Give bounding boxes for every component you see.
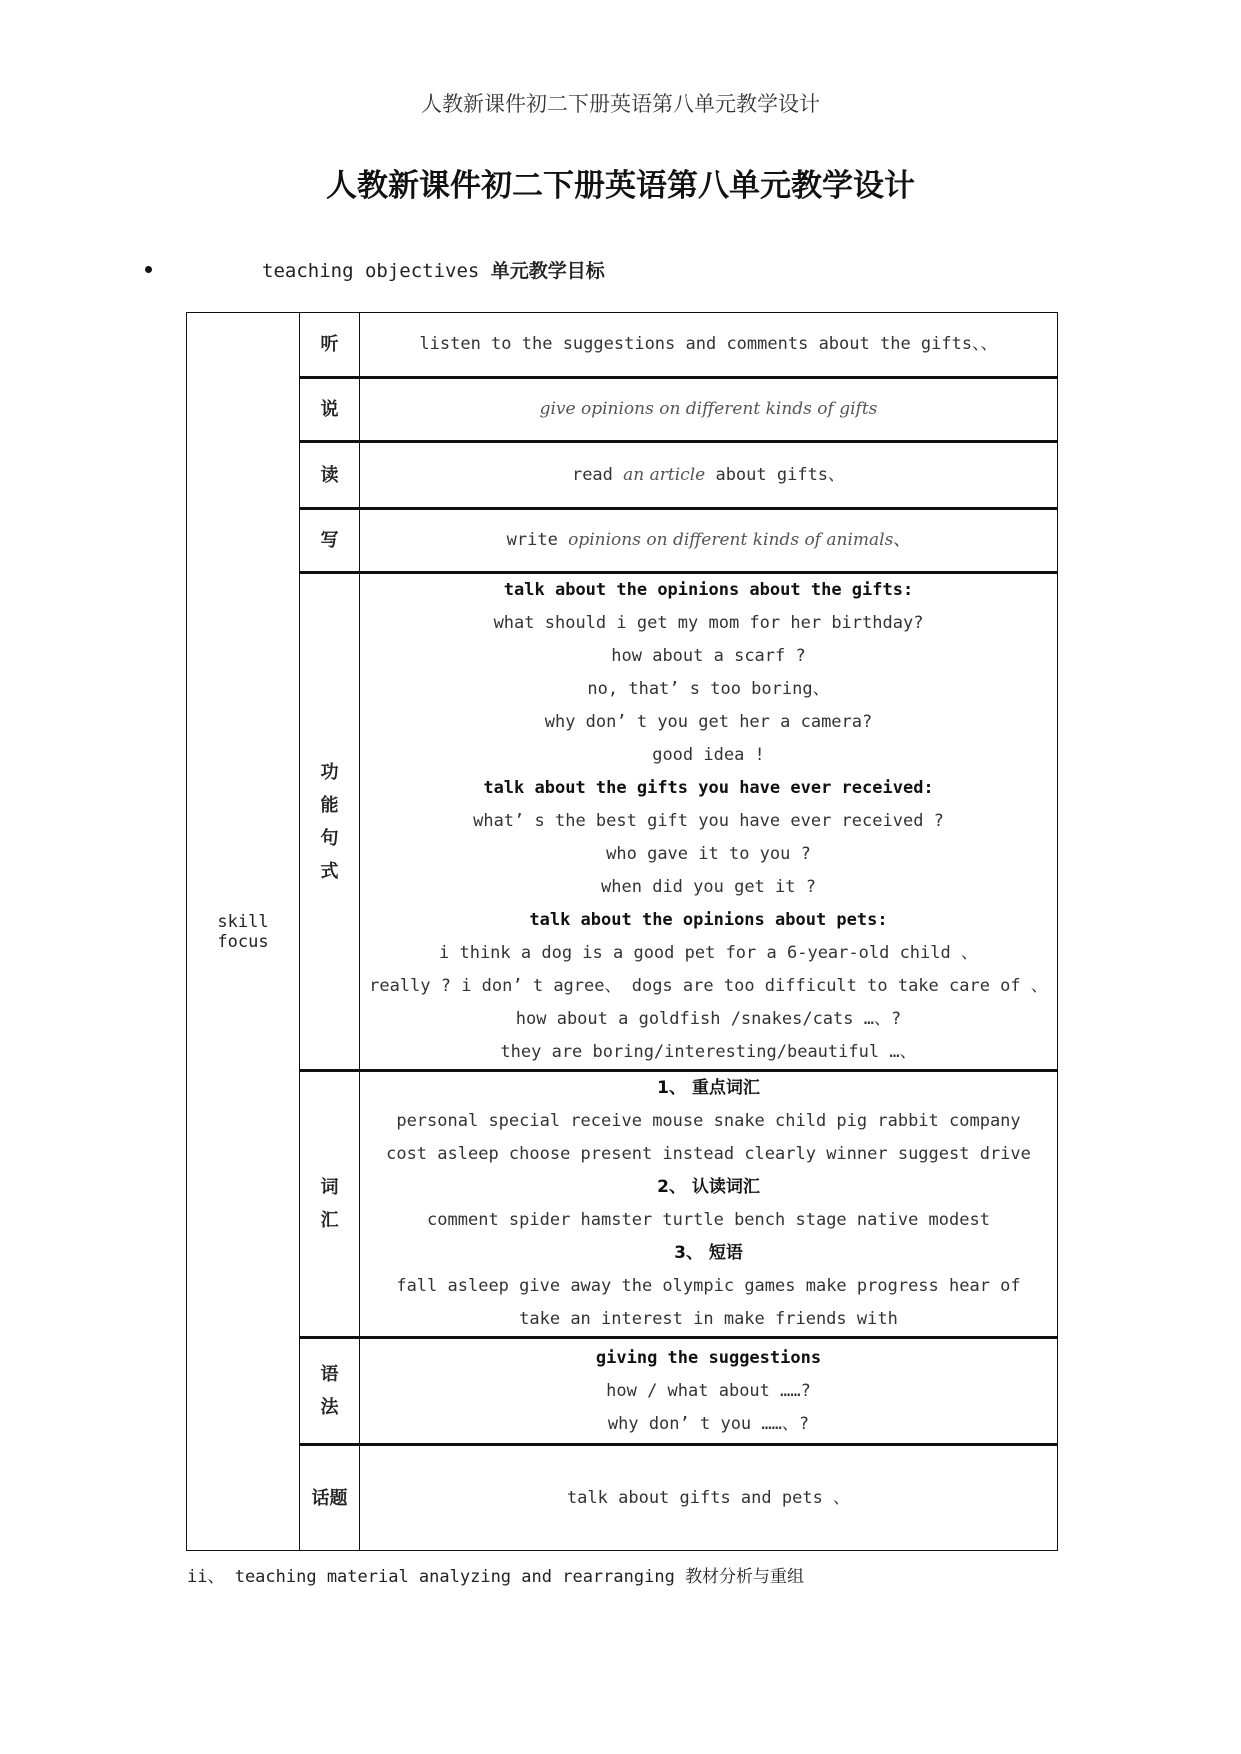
grammar-line: why don’ t you ……、? (607, 1413, 810, 1434)
vocab-line: personal special receive mouse snake child pig rabbit company (396, 1111, 1021, 1131)
cat-topic: 话题 (300, 1445, 360, 1551)
function-line: why don’ t you get her a camera? (544, 712, 873, 732)
write-pre: write (506, 530, 558, 550)
document-title: 人教新课件初二下册英语第八单元教学设计 (326, 168, 915, 204)
section-material-en: ii、 teaching material analyzing and rearranging (187, 1567, 675, 1587)
section-material-cn: 教材分析与重组 (685, 1567, 805, 1587)
function-line: talk about the gifts you have ever received: (483, 778, 934, 798)
skill-focus-label: skill focus (187, 313, 300, 1551)
grammar-line: giving the suggestions (595, 1347, 822, 1368)
function-line: how about a scarf ? (611, 646, 806, 666)
read-post: about gifts、 (715, 464, 846, 485)
cat-read: 读 (300, 442, 360, 509)
read-pre: read (571, 464, 613, 485)
function-line: when did you get it ? (601, 877, 816, 897)
section-objectives-cn: 单元教学目标 (490, 260, 605, 282)
row-grammar (187, 1338, 1058, 1445)
function-line: what’ s the best gift you have ever received ? (473, 811, 944, 831)
function-line: i think a dog is a good pet for a 6-year-old child 、 (439, 943, 978, 963)
cat-write: 写 (300, 509, 360, 573)
function-line: they are boring/interesting/beautiful …、 (500, 1042, 917, 1062)
vocab-line: fall asleep give away the olympic games make progress hear of (396, 1276, 1021, 1296)
content-speak (360, 378, 1058, 442)
content-topic: talk about gifts and pets 、 (360, 1445, 1058, 1551)
write-post: 、 (893, 530, 911, 550)
function-line: how about a goldfish /snakes/cats …、? (515, 1009, 902, 1029)
section-material-heading (187, 1562, 804, 1587)
row-vocab (187, 1071, 1058, 1338)
speak-italic: give opinions on different kinds of gifts (539, 399, 878, 419)
row-topic (187, 1445, 1058, 1551)
content-read (360, 442, 1058, 509)
write-italic: opinions on different kinds of animals (568, 530, 894, 550)
cat-grammar (300, 1338, 360, 1445)
section-objectives-en: teaching objectives (262, 260, 480, 282)
row-write (187, 509, 1058, 573)
function-line: talk about the opinions about pets: (529, 910, 888, 930)
section-objectives-text (262, 256, 605, 283)
cat-vocab (300, 1071, 360, 1338)
function-line: who gave it to you ? (606, 844, 811, 864)
content-vocab (360, 1071, 1058, 1338)
row-read (187, 442, 1058, 509)
cat-speak: 说 (300, 378, 360, 442)
row-speak (187, 378, 1058, 442)
function-line: what should i get my mom for her birthday? (493, 613, 924, 633)
row-listen (187, 313, 1058, 378)
vocab-lines (360, 1072, 1057, 1336)
vocab-line: comment spider hamster turtle bench stage native modest (427, 1210, 990, 1230)
read-italic: an article (623, 464, 706, 485)
content-listen: listen to the suggestions and comments about the gifts、、 (360, 313, 1058, 378)
cat-vocab-text: 词汇 (320, 1177, 339, 1231)
vocab-line: 3、 短语 (674, 1243, 743, 1263)
grammar-line: how / what about ……? (606, 1380, 811, 1401)
vocab-line: take an interest in make friends with (519, 1309, 898, 1329)
grammar-lines (360, 1342, 1057, 1441)
cat-functions-text: 功能句式 (320, 761, 339, 882)
content-write (360, 509, 1058, 573)
function-line: no, that’ s too boring、 (587, 679, 830, 699)
function-line: really ? i don’ t agree、 dogs are too difficult to take care of 、 (369, 976, 1048, 996)
objectives-table (186, 312, 1058, 1551)
vocab-line: cost asleep choose present instead clearly winner suggest drive (386, 1144, 1031, 1164)
cat-grammar-text: 语法 (320, 1364, 339, 1418)
cat-listen: 听 (300, 313, 360, 378)
content-functions (360, 573, 1058, 1071)
page-header: 人教新课件初二下册英语第八单元教学设计 (421, 92, 820, 116)
content-grammar (360, 1338, 1058, 1445)
bullet-icon (145, 266, 152, 273)
function-line: good idea ! (652, 745, 765, 765)
function-line: talk about the opinions about the gifts: (503, 580, 914, 600)
vocab-line: 2、 认读词汇 (657, 1177, 760, 1197)
functions-lines (360, 574, 1057, 1069)
section-objectives-heading (145, 256, 1045, 286)
vocab-line: 1、 重点词汇 (657, 1078, 760, 1098)
row-functions (187, 573, 1058, 1071)
cat-functions (300, 573, 360, 1071)
